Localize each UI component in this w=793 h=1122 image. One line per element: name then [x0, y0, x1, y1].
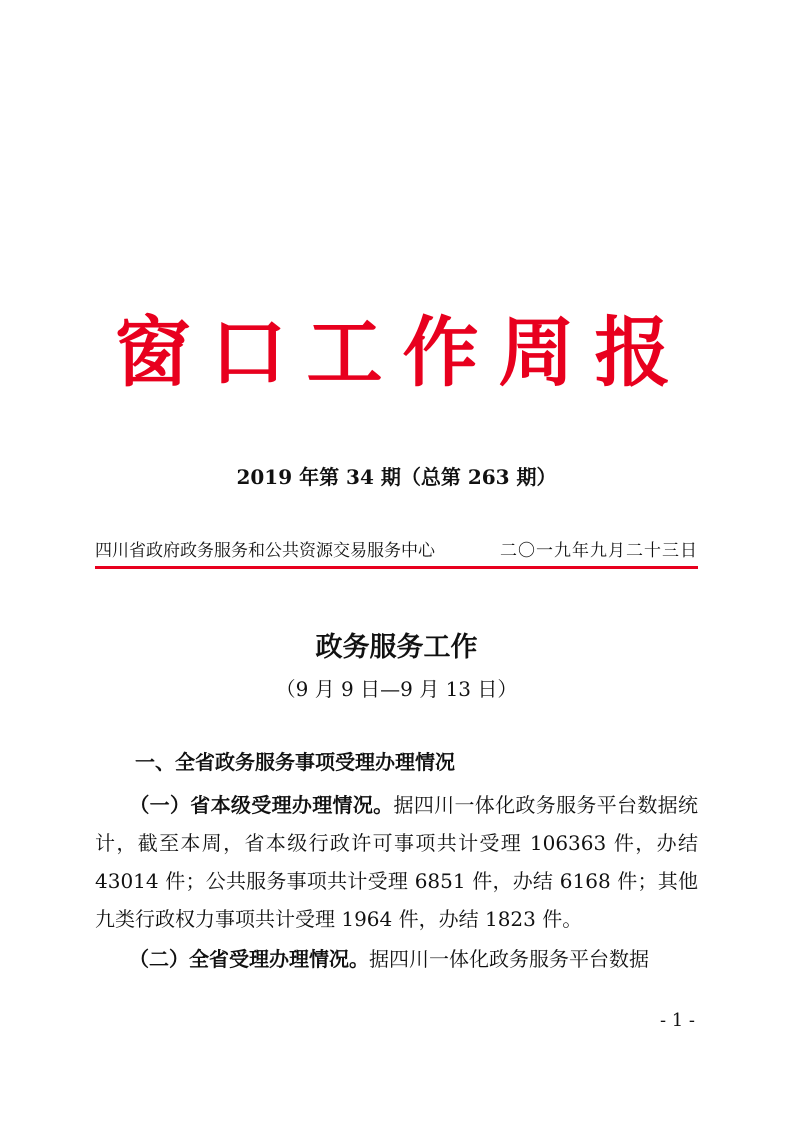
masthead-title: 窗口工作周报: [114, 308, 691, 397]
date-range: （9 月 9 日—9 月 13 日）: [275, 677, 518, 701]
page-number: - 1 -: [659, 1010, 695, 1031]
publisher-organization: 四川省政府政务服务和公共资源交易服务中心: [95, 541, 435, 561]
publisher-line: [95, 538, 698, 564]
paragraph-lead: （一）省本级受理办理情况。: [129, 793, 394, 817]
paragraph-text: 据四川一体化政务服务平台数据: [369, 947, 649, 971]
section-heading: 一、全省政务服务事项受理办理情况: [135, 750, 455, 774]
paragraph-text: 据四川一体化政务服务平台数据统计，截至本周，省本级行政许可事项共计受理 106363 件，办结 43014 件；公共服务事项共计受理 6851 件，办结 6168 件；其他九类行政权力事项共计受理 1964 件，办结 1823 件。: [95, 793, 698, 931]
publish-date: 二〇一九年九月二十三日: [500, 541, 698, 561]
red-divider: [95, 566, 698, 569]
paragraph-lead: （二）全省受理办理情况。: [129, 947, 369, 971]
issue-number: 2019 年第 34 期（总第 263 期）: [236, 465, 557, 489]
paragraph-provincial-level: [95, 786, 698, 938]
document-title: 政务服务工作: [315, 632, 478, 663]
paragraph-province-wide: [95, 940, 698, 978]
